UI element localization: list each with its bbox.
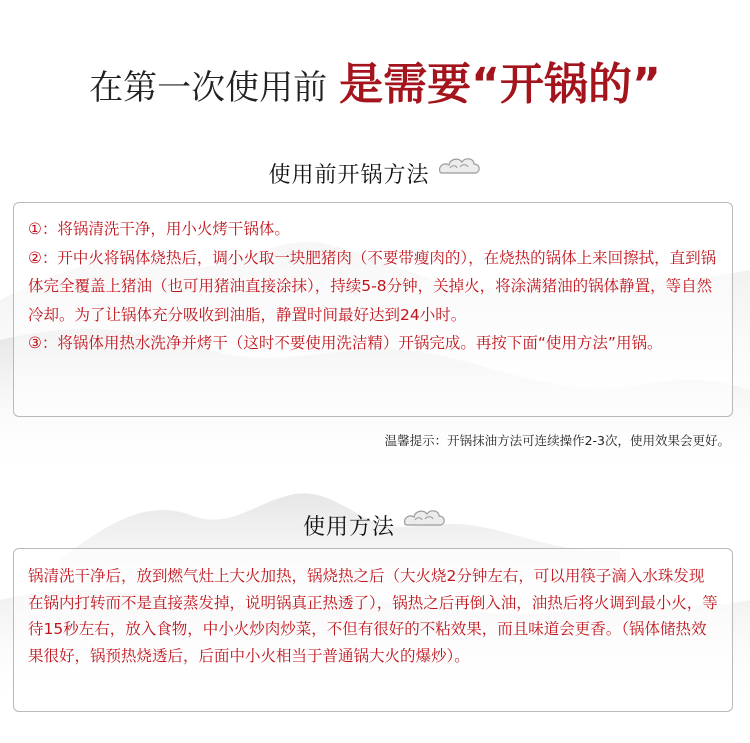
seasoning-step-2: ②：开中火将锅体烧热后，调小火取一块肥猪肉（不要带瘦肉的），在烧热的锅体上来回擦拭，直到锅体完全覆盖上猪油（也可用猪油直接涂抹），持续5-8分钟，关掉火，将涂满猪油的锅体静置，等自然冷却。为了让锅体充分吸收到油脂，静置时间最好达到24小时。 — [28, 248, 717, 324]
auspicious-cloud-icon — [436, 152, 482, 184]
section-title-seasoning-text: 使用前开锅方法 — [268, 163, 430, 188]
seasoning-step-3: ③：将锅体用热水洗净并烤干（这时不要使用洗洁精）开锅完成。再按下面“使用方法”用锅。 — [28, 334, 663, 353]
section-title-usage — [0, 510, 750, 541]
warm-tip: 温馨提示：开锅抹油方法可连续操作2-3次，使用效果会更好。 — [384, 433, 730, 448]
section-title-seasoning — [0, 158, 750, 189]
header-emphasis: 是需要“开锅的” — [339, 59, 661, 110]
seasoning-steps-panel — [13, 202, 733, 417]
auspicious-cloud-icon — [401, 504, 447, 536]
seasoning-step-1: ①：将锅清洗干净，用小火烤干锅体。 — [28, 220, 290, 238]
section-title-usage-text: 使用方法 — [302, 515, 395, 540]
usage-instructions-text: 锅清洗干净后，放到燃气灶上大火加热，锅烧热之后（大火烧2分钟左右，可以用筷子滴入水珠发现在锅内打转而不是直接蒸发掉，说明锅真正热透了），锅热之后再倒入油，油热后将火调到最小火，等待15秒左右，放入食物，中小火炒肉炒菜，不但有很好的不粘效果，而且味道会更香。（锅体储热效果很好，锅预热烧透后，后面中小火相当于普通锅大火的爆炒）。 — [28, 567, 718, 665]
header-lead: 在第一次使用前 — [89, 68, 328, 108]
usage-instructions-panel — [13, 548, 733, 712]
page-header — [0, 48, 750, 112]
